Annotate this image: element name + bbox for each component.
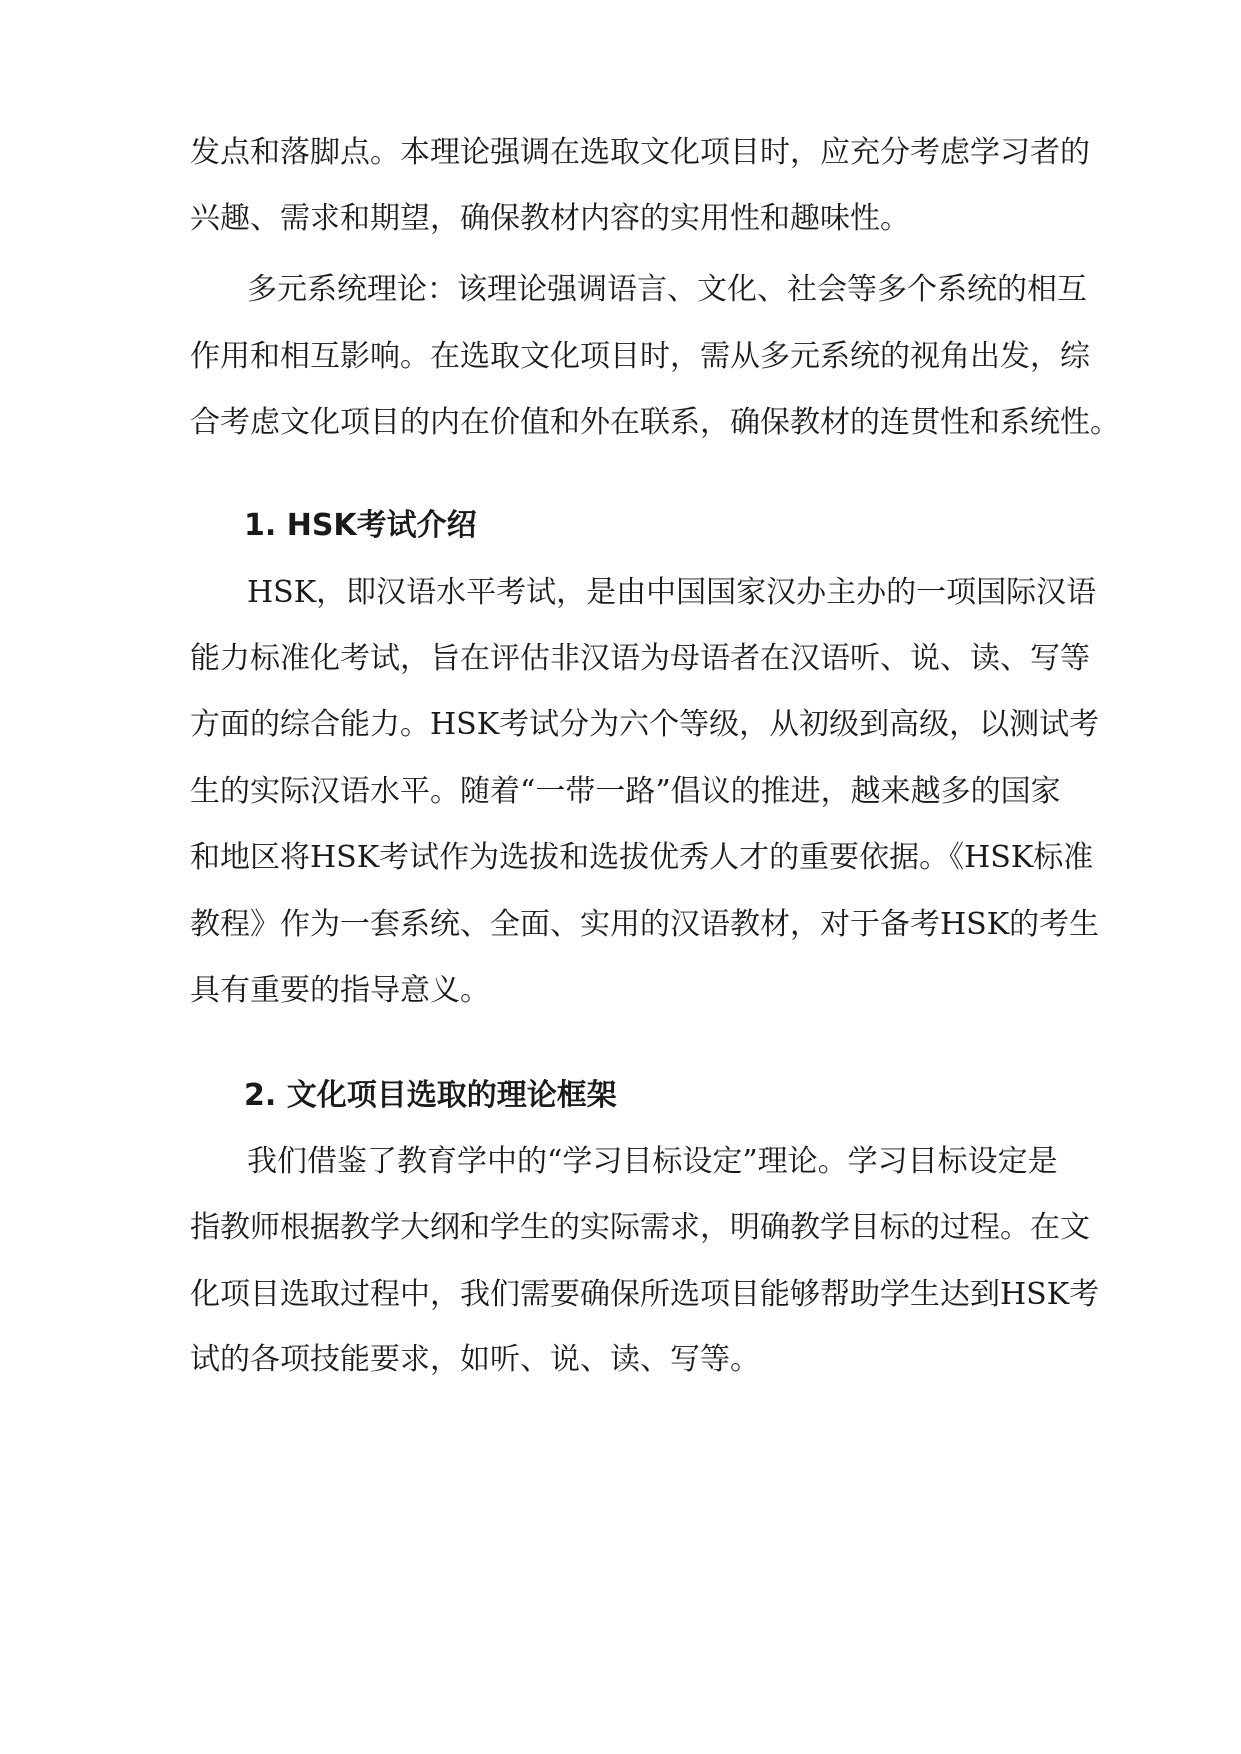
paragraph-line: 多元系统理论：该理论强调语言、文化、社会等多个系统的相互	[247, 272, 1087, 307]
paragraph-line: 发点和落脚点。本理论强调在选取文化项目时，应充分考虑学习者的	[190, 135, 1090, 170]
paragraph-line: 指教师根据教学大纲和学生的实际需求，明确教学目标的过程。在文	[190, 1210, 1090, 1245]
paragraph-line: 能力标准化考试，旨在评估非汉语为母语者在汉语听、说、读、写等	[190, 641, 1090, 676]
paragraph-line: 合考虑文化项目的内在价值和外在联系，确保教材的连贯性和系统性。	[190, 405, 1120, 440]
paragraph-line: 生的实际汉语水平。随着“一带一路”倡议的推进，越来越多的国家	[190, 774, 1061, 809]
paragraph-line: 作用和相互影响。在选取文化项目时，需从多元系统的视角出发，综	[190, 339, 1090, 374]
section-heading: 1. HSK考试介绍	[244, 508, 477, 543]
paragraph-line: 化项目选取过程中，我们需要确保所选项目能够帮助学生达到HSK考	[190, 1277, 1100, 1312]
paragraph-line: HSK，即汉语水平考试，是由中国国家汉办主办的一项国际汉语	[247, 575, 1097, 610]
paragraph-line: 和地区将HSK考试作为选拔和选拔优秀人才的重要依据。《HSK标准	[190, 840, 1094, 875]
paragraph-line: 具有重要的指导意义。	[190, 973, 490, 1008]
paragraph-line: 试的各项技能要求，如听、说、读、写等。	[190, 1342, 760, 1377]
paragraph-line: 兴趣、需求和期望，确保教材内容的实用性和趣味性。	[190, 201, 910, 236]
paragraph-line: 教程》作为一套系统、全面、实用的汉语教材，对于备考HSK的考生	[190, 907, 1100, 942]
paragraph-line: 我们借鉴了教育学中的“学习目标设定”理论。学习目标设定是	[247, 1144, 1058, 1179]
paragraph-line: 方面的综合能力。HSK考试分为六个等级，从初级到高级，以测试考	[190, 707, 1100, 742]
section-heading: 2. 文化项目选取的理论框架	[244, 1078, 617, 1113]
